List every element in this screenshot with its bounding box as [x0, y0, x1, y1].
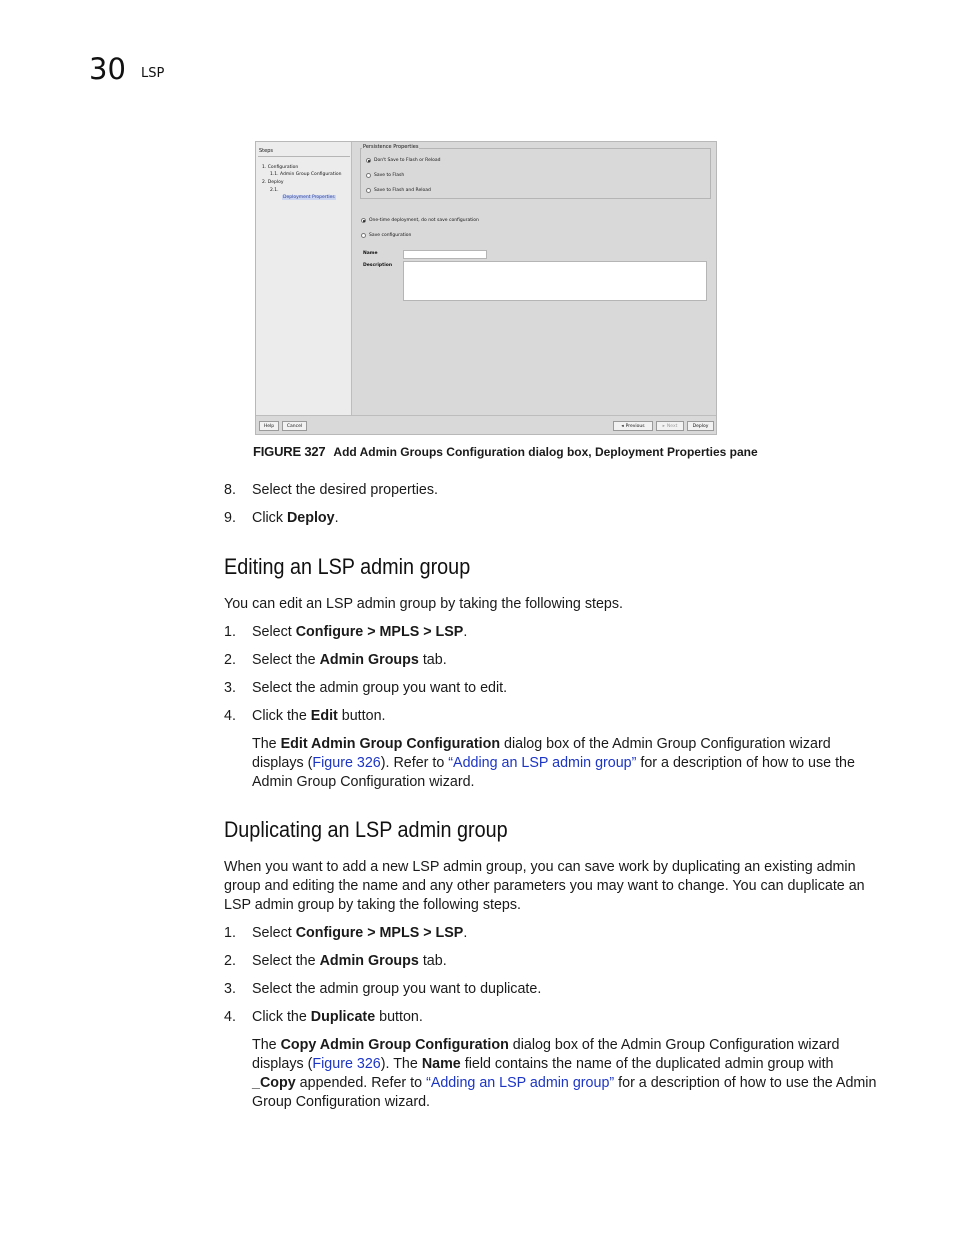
next-button[interactable]: ▸ Next — [656, 421, 684, 431]
deploy-button[interactable]: Deploy — [687, 421, 714, 431]
cancel-button[interactable]: Cancel — [282, 421, 307, 431]
steps-title: Steps — [259, 148, 273, 154]
arrow-left-icon: ◂ — [621, 423, 624, 429]
radio-icon[interactable] — [366, 188, 371, 193]
radio-icon[interactable] — [366, 173, 371, 178]
deploy-option[interactable]: One-time deployment, do not save configuration — [361, 218, 479, 223]
persistence-option[interactable]: Don't Save to Flash or Reload — [366, 158, 441, 163]
paragraph: You can edit an LSP admin group by taking the following steps. — [224, 596, 623, 612]
figure-label: FIGURE 327 — [253, 444, 326, 459]
dialog-screenshot — [255, 141, 717, 435]
persistence-option[interactable]: Save to Flash and Reload — [366, 188, 431, 193]
figure-326-link[interactable]: Figure 326 — [312, 1056, 381, 1072]
radio-icon[interactable] — [361, 233, 366, 238]
steps-divider — [258, 156, 350, 157]
steps-pane — [256, 142, 352, 415]
dialog-button-bar — [256, 415, 716, 434]
figure-326-link[interactable]: Figure 326 — [312, 755, 381, 771]
step-item-active[interactable]: Deployment Properties — [283, 195, 335, 200]
persistence-title: Persistence Properties — [363, 144, 419, 150]
step-note: The Edit Admin Group Configuration dialog box of the Admin Group Configuration wizard displays (Figure 326). Refer to “Adding an LSP admin group” for a description of how to use the Admin Group Configuration wizard. — [252, 736, 855, 790]
adding-lsp-admin-group-link[interactable]: “Adding an LSP admin group” — [448, 755, 637, 771]
paragraph: When you want to add a new LSP admin group, you can save work by duplicating an existing admin group and editing the name and any other parameters you may want to change. You can duplicate an LSP admin group by taking the following steps. — [224, 859, 865, 913]
arrow-right-icon: ▸ — [662, 423, 665, 429]
chapter-number: 30 — [89, 52, 126, 86]
step-item[interactable]: 1. Configuration — [262, 165, 299, 170]
step-item[interactable]: 2.1. — [270, 188, 279, 193]
description-input[interactable] — [403, 261, 707, 301]
chapter-title: LSP — [141, 66, 165, 81]
description-label: Description — [363, 263, 393, 268]
radio-selected-icon[interactable] — [361, 218, 366, 223]
step-item[interactable]: 1.1. Admin Group Configuration — [270, 172, 342, 177]
step-item[interactable]: 2. Deploy — [262, 180, 284, 185]
step-note: The Copy Admin Group Configuration dialog box of the Admin Group Configuration wizard displays (Figure 326). The Name field contains the name of the duplicated admin group with _Copy appended. Refer to “Adding an LSP admin group” for a description of how to use the Admin Group Configuration wizard. — [252, 1037, 877, 1110]
name-label: Name — [363, 251, 378, 256]
adding-lsp-admin-group-link[interactable]: “Adding an LSP admin group” — [426, 1075, 615, 1091]
figure-caption — [253, 444, 758, 459]
name-input[interactable] — [403, 250, 487, 259]
radio-selected-icon[interactable] — [366, 158, 371, 163]
help-button[interactable]: Help — [259, 421, 279, 431]
deploy-option[interactable]: Save configuration — [361, 233, 411, 238]
section-heading-edit: Editing an LSP admin group — [224, 554, 471, 579]
section-heading-duplicate: Duplicating an LSP admin group — [224, 817, 508, 842]
figure-caption-text: Add Admin Groups Configuration dialog box, Deployment Properties pane — [333, 445, 758, 459]
persistence-option[interactable]: Save to Flash — [366, 173, 404, 178]
previous-button[interactable]: ◂ Previous — [613, 421, 653, 431]
